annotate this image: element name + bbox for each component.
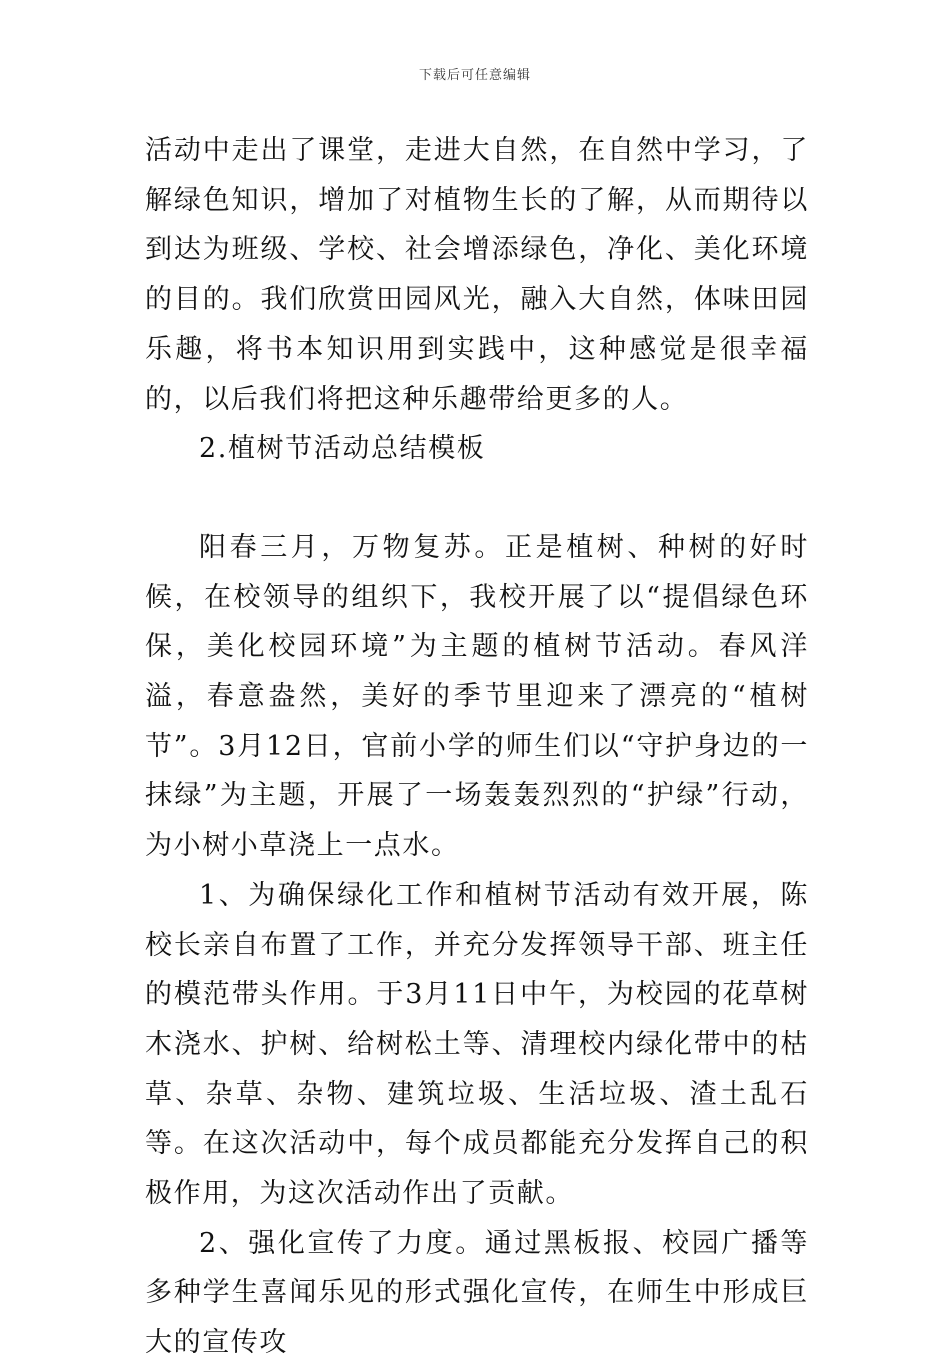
- paragraph-item-1: 1、为确保绿化工作和植树节活动有效开展，陈校长亲自布置了工作，并充分发挥领导干部、班主任的模范带头作用。于3月11日中午，为校园的花草树木浇水、护树、给树松土等、清理校内绿化带中的枯草、杂草、杂物、建筑垃圾、生活垃圾、渣土乱石等。在这次活动中，每个成员都能充分发挥自己的积极作用，为这次活动作出了贡献。: [145, 879, 809, 1210]
- section-heading: 2.植树节活动总结模板: [199, 433, 486, 465]
- paragraph-continuation: 活动中走出了课堂，走进大自然，在自然中学习，了解绿色知识，增加了对植物生长的了解，从而期待以到达为班级、学校、社会增添绿色，净化、美化环境的目的。我们欣赏田园风光，融入大自然，体味田园乐趣，将书本知识用到实践中，这种感觉是很幸福的，以后我们将把这种乐趣带给更多的人。: [145, 135, 809, 415]
- document-body: [145, 126, 809, 1368]
- page-header: 下载后可任意编辑: [418, 68, 531, 83]
- paragraph-item-2: 2、强化宣传了力度。通过黑板报、校园广播等多种学生喜闻乐见的形式强化宣传，在师生中形成巨大的宣传攻: [145, 1227, 809, 1359]
- paragraph-intro: 阳春三月，万物复苏。正是植树、种树的好时候，在校领导的组织下，我校开展了以“提倡绿色环保，美化校园环境”为主题的植树节活动。春风洋溢，春意盎然，美好的季节里迎来了漂亮的“植树节”。3月12日，官前小学的师生们以“守护身边的一抹绿”为主题，开展了一场轰轰烈烈的“护绿”行动，为小树小草浇上一点水。: [145, 531, 809, 862]
